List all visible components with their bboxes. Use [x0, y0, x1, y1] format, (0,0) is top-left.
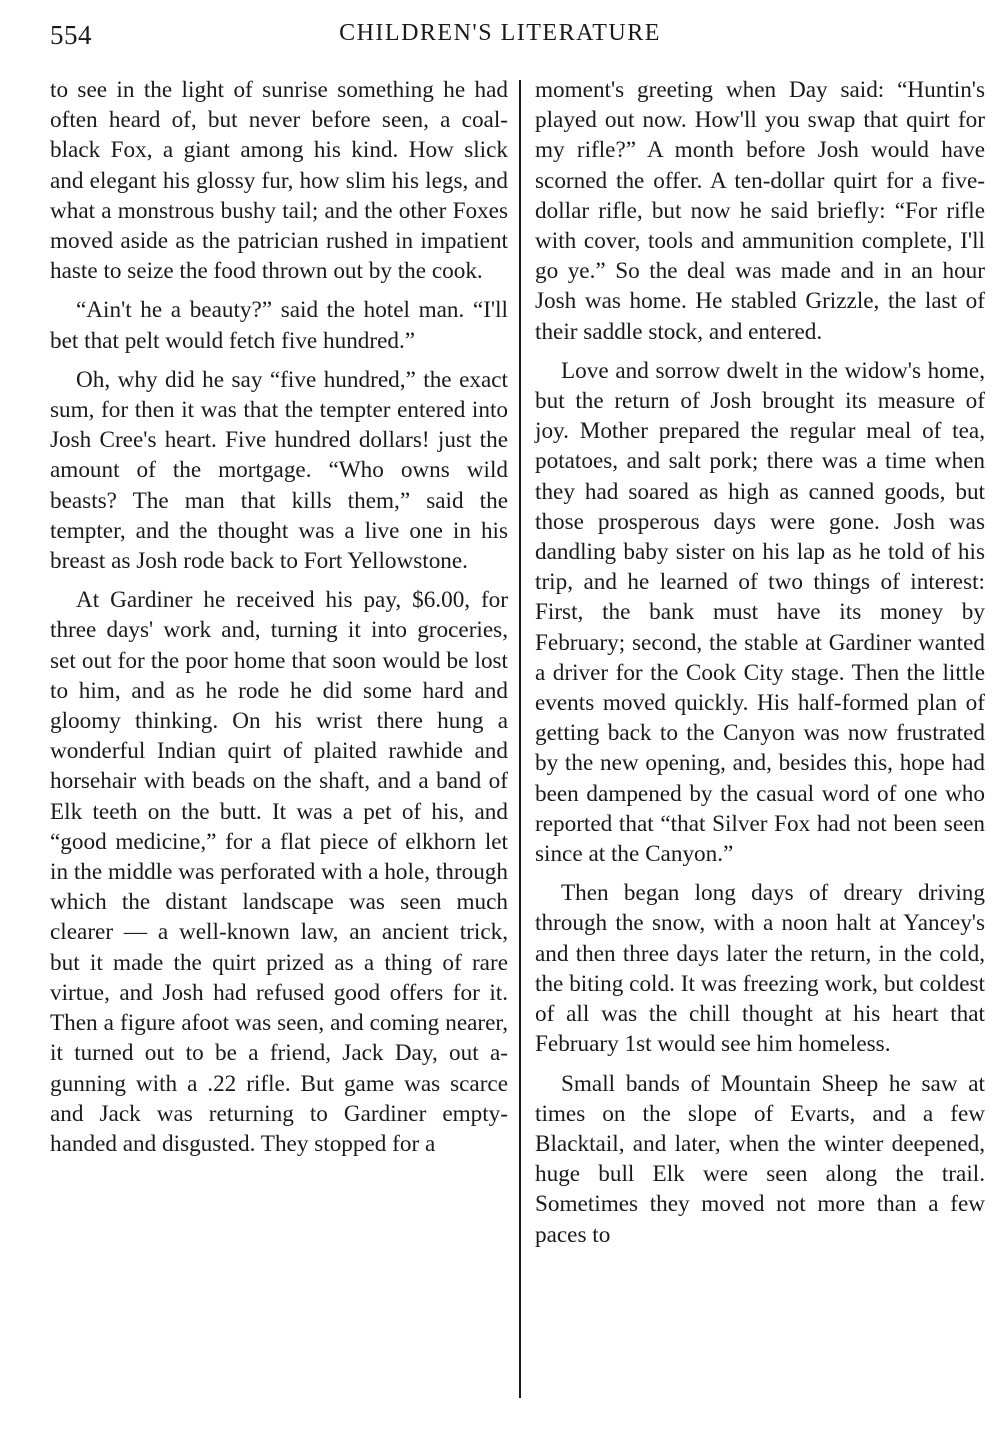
- paragraph: Love and sorrow dwelt in the widow's home, but the return of Josh brought its measure of joy. Mother prepared the regular meal of tea, potatoes, and salt pork; there was a time when they had soared as high as canned goods, but those prosperous days were gone. Josh was dandling baby sister on his lap as he told of his trip, and he learned of two things of interest: First, the bank must have its money by February; second, the stable at Gardiner wanted a driver for the Cook City stage. Then the little events moved quickly. His half-formed plan of getting back to the Canyon was now frustrated by the new opening, and, besides this, hope had been dampened by the casual word of one who reported that “that Silver Fox had not been seen since at the Canyon.”: [535, 357, 985, 868]
- page-number: 554: [50, 20, 92, 50]
- paragraph: Oh, why did he say “five hundred,” the exact sum, for then it was that the tempter entered into Josh Cree's heart. Five hundred dollars! just the amount of the mortgage. “Who owns wild beasts? The man that kills them,” said the tempter, and the thought was a live one in his breast as Josh rode back to Fort Yellowstone.: [50, 366, 508, 575]
- left-column: [50, 75, 508, 1168]
- running-head: CHILDREN'S LITERATURE: [339, 20, 661, 46]
- paragraph: Small bands of Mountain Sheep he saw at times on the slope of Evarts, and a few Blacktail, and later, when the winter deepened, huge bull Elk were seen along the trail. Sometimes they moved not more than a few paces to: [535, 1070, 985, 1248]
- column-divider: [519, 80, 521, 1398]
- paragraph: At Gardiner he received his pay, $6.00, for three days' work and, turning it into groceries, set out for the poor home that soon would be lost to him, and as he rode he did some hard and gloomy thinking. On his wrist there hung a wonderful Indian quirt of plaited rawhide and horsehair with beads on the shaft, and a band of Elk teeth on the butt. It was a pet of his, and “good medicine,” for a flat piece of elkhorn let in the middle was perforated with a hole, through which the distant landscape was seen much clearer — a well-known law, an ancient trick, but it made the quirt prized as a thing of rare virtue, and Josh had refused good offers for it. Then a figure afoot was seen, and coming nearer, it turned out to be a friend, Jack Day, out a-gunning with a .22 rifle. But game was scarce and Jack was returning to Gardiner empty-handed and disgusted. They stopped for a: [50, 587, 508, 1157]
- paragraph: to see in the light of sunrise something he had often heard of, but never before seen, a coal-black Fox, a giant among his kind. How slick and elegant his glossy fur, how slim his legs, and what a monstrous bushy tail; and the other Foxes moved aside as the patrician rushed in impatient haste to seize the food thrown out by the cook.: [50, 77, 508, 285]
- paragraph: Then began long days of dreary driving through the snow, with a noon halt at Yancey's and then three days later the return, in the cold, the biting cold. It was freezing work, but coldest of all was the chill thought at his heart that February 1st would see him homeless.: [535, 880, 985, 1058]
- paragraph: “Ain't he a beauty?” said the hotel man. “I'll bet that pelt would fetch five hundred.”: [50, 297, 508, 354]
- right-column: [535, 75, 985, 1259]
- paragraph: moment's greeting when Day said: “Huntin's played out now. How'll you swap that quirt for my rifle?” A month before Josh would have scorned the offer. A ten-dollar quirt for a five-dollar rifle, but now he said briefly: “For rifle with cover, tools and ammunition complete, I'll go ye.” So the deal was made and in an hour Josh was home. He stabled Grizzle, the last of their saddle stock, and entered.: [535, 77, 985, 345]
